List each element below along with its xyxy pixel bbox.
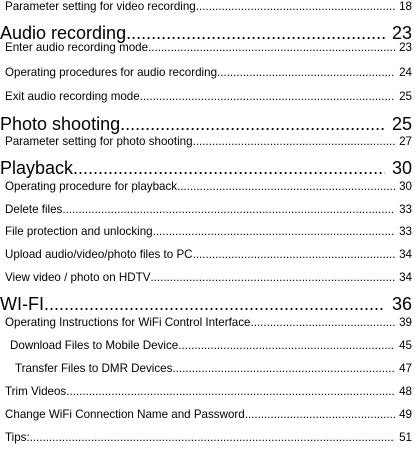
toc-page-number: 48 [399, 385, 412, 398]
toc-entry-title: Trim Videos [5, 385, 67, 398]
toc-dot-leader [251, 316, 396, 330]
toc-entry-title: Exit audio recording mode [5, 90, 140, 103]
toc-subsection-entry[interactable] [5, 248, 412, 262]
toc-dot-leader [148, 41, 395, 55]
toc-page-number: 49 [399, 408, 412, 421]
toc-section-entry[interactable] [0, 157, 412, 179]
toc-subsection-entry[interactable] [5, 316, 412, 330]
toc-entry-title: Delete files [5, 203, 63, 216]
toc-page-number: 39 [399, 316, 412, 329]
toc-dot-leader [217, 66, 395, 80]
toc-subsection-entry[interactable] [5, 225, 412, 239]
toc-dot-leader [196, 0, 395, 14]
toc-subsection-entry[interactable] [5, 408, 412, 422]
toc-entry-title: Transfer Files to DMR Devices [15, 362, 173, 375]
toc-entry-title: Operating Instructions for WiFi Control Interface [5, 316, 251, 329]
toc-entry-title: Enter audio recording mode [5, 41, 149, 54]
toc-page-number: 25 [399, 90, 412, 103]
toc-page-number: 47 [399, 362, 412, 375]
toc-page-number: 36 [391, 294, 412, 314]
toc-dot-leader [44, 293, 385, 315]
toc-subsection-entry[interactable] [10, 339, 412, 353]
toc-entry-title: Tips: [5, 431, 30, 444]
toc-dot-leader [178, 339, 395, 353]
toc-subsection-entry[interactable] [5, 180, 412, 194]
toc-dot-leader [120, 113, 385, 135]
toc-dot-leader [62, 203, 395, 217]
toc-entry-title: Parameter setting for photo shooting [5, 135, 193, 148]
toc-page-number: 33 [399, 225, 412, 238]
toc-entry-title: Playback [0, 158, 74, 178]
toc-dot-leader [66, 385, 395, 399]
toc-page-number: 30 [391, 158, 412, 178]
toc-page-number: 45 [399, 339, 412, 352]
toc-subsection-entry[interactable] [5, 431, 412, 445]
toc-entry-title: Upload audio/video/photo files to PC [5, 248, 193, 261]
toc-entry-title: View video / photo on HDTV [5, 271, 151, 284]
toc-dot-leader [150, 271, 395, 285]
toc-dot-leader [193, 135, 395, 149]
toc-entry-title: Download Files to Mobile Device [10, 339, 179, 352]
toc-page-number: 23 [399, 41, 412, 54]
toc-page-number: 33 [399, 203, 412, 216]
toc-page-number: 23 [391, 23, 412, 43]
toc-dot-leader [193, 248, 395, 262]
toc-subsection-entry[interactable] [5, 271, 412, 285]
toc-entry-title: File protection and unlocking [5, 225, 153, 238]
toc-subsection-entry[interactable] [5, 203, 412, 217]
toc-page-number: 34 [399, 271, 412, 284]
toc-subsection-entry[interactable] [5, 0, 412, 14]
toc-entry-title: Change WiFi Connection Name and Password [5, 408, 245, 421]
toc-subsection-entry[interactable] [5, 66, 412, 80]
toc-subsection-entry[interactable] [5, 90, 412, 104]
toc-page-number: 18 [399, 0, 412, 13]
toc-subsection-entry[interactable] [5, 385, 412, 399]
toc-page-number: 24 [399, 66, 412, 79]
toc-entry-title: Operating procedures for audio recording [5, 66, 218, 79]
toc-subsection-entry[interactable] [15, 362, 412, 376]
toc-dot-leader [172, 362, 395, 376]
toc-page-number: 34 [399, 248, 412, 261]
toc-section-entry[interactable] [0, 113, 412, 135]
toc-entry-title: Audio recording [0, 23, 127, 43]
toc-dot-leader [245, 408, 395, 422]
toc-subsection-entry[interactable] [5, 41, 412, 55]
toc-subsection-entry[interactable] [5, 135, 412, 149]
toc-dot-leader [177, 180, 395, 194]
toc-entry-title: Photo shooting [0, 114, 121, 134]
toc-dot-leader [30, 431, 395, 445]
toc-page-number: 25 [391, 114, 412, 134]
toc-page-number: 51 [399, 431, 412, 444]
toc-dot-leader [140, 90, 395, 104]
toc-dot-leader [153, 225, 395, 239]
toc-section-entry[interactable] [0, 293, 412, 315]
toc-page-number: 30 [399, 180, 412, 193]
toc-entry-title: Parameter setting for video recording [5, 0, 196, 13]
toc-dot-leader [73, 157, 385, 179]
toc-entry-title: WI-FI [0, 294, 44, 314]
toc-page-number: 27 [399, 135, 412, 148]
toc-entry-title: Operating procedure for playback [5, 180, 178, 193]
